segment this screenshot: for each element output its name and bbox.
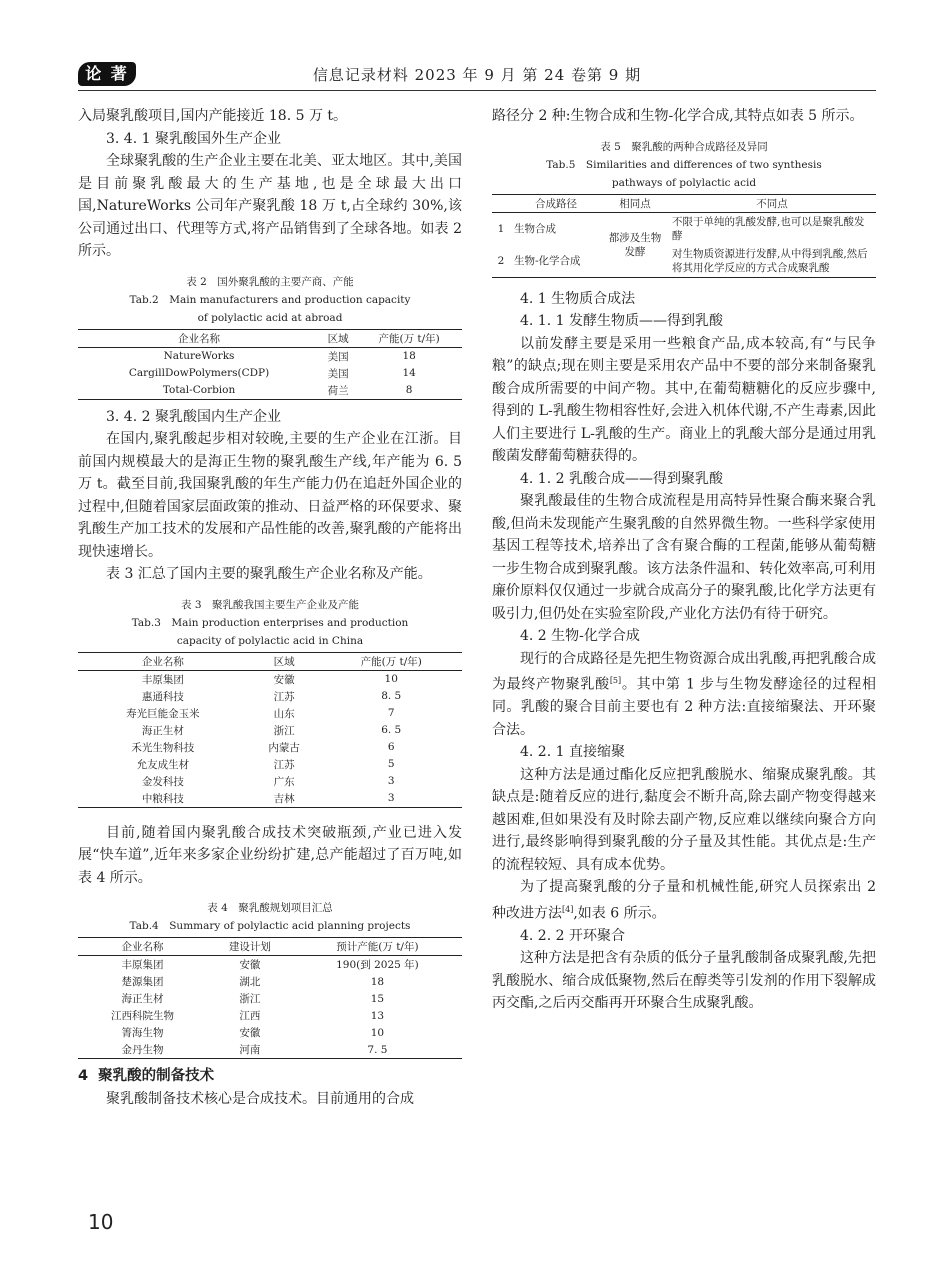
paragraph xyxy=(492,648,876,742)
col-header: 企业名称 xyxy=(121,941,164,953)
page-number: 10 xyxy=(88,1210,114,1234)
table-cell: 生物合成 xyxy=(514,222,556,235)
table-row xyxy=(78,722,462,739)
paragraph: 以前发酵主要是采用一些粮食产品,成本较高,有“与民争粮”的缺点;现在则主要是采用农产品中不要的部分来制备聚乳酸合成所需要的中间产物。其中,在葡萄糖糖化的反应步骤中,得到的 L-乳酸生物相容性好,会进入机体代谢,不产生毒素,因此人们主要进行 L-乳酸的生产。商业上的乳酸大部分是通过用乳酸菌发酵葡萄糖获得的。 xyxy=(492,335,876,464)
table-cell: 18 xyxy=(402,350,416,362)
table-cell: 13 xyxy=(370,1009,385,1022)
heading-3-4-2: 3. 4. 2 聚乳酸国内生产企业 xyxy=(106,408,281,425)
col-header: 区域 xyxy=(327,332,349,345)
table-row xyxy=(492,212,876,245)
table-3-caption-en: Tab.3 Main production enterprises and production xyxy=(131,616,409,629)
table-cell: 2 xyxy=(497,254,505,267)
section-title: 聚乳酸的制备技术 xyxy=(98,1068,215,1084)
table-cell: 江苏 xyxy=(273,758,295,771)
table-5-caption-en: pathways of polylactic acid xyxy=(611,176,757,189)
table-cell: 浙江 xyxy=(239,993,261,1005)
col-header: 企业名称 xyxy=(178,332,221,345)
paragraph: 聚乳酸制备技术核心是合成技术。目前通用的合成 xyxy=(106,1091,414,1107)
paragraph: 在国内,聚乳酸起步相对较晚,主要的生产企业在江浙。目前国内规模最大的是海正生物的聚乳酸生产线,年产能为 6. 5 万 t。截至目前,我国聚乳酸的年生产能力仍在追赶外国企业的过程中,但随着国家层面政策的推动、日益严格的环保要求、聚乳酸生产加工技术的发展和产品性能的改善,聚乳酸的产能将出现快速增长。 xyxy=(78,431,462,560)
page-header xyxy=(78,62,876,90)
table-row xyxy=(78,973,462,990)
col-header: 产能(万 t/年) xyxy=(360,655,422,668)
paragraph: 目前,随着国内聚乳酸合成技术突破瓶颈,产业已进入发展“快车道”,近年来多家企业纷纷扩建,总产能超过了百万吨,如表 4 所示。 xyxy=(78,824,462,886)
section-number: 4 xyxy=(78,1068,89,1084)
table-cell: 山东 xyxy=(273,707,295,720)
table-cell: 不限于单纯的乳酸发酵,也可以是聚乳酸发酵 xyxy=(672,215,865,242)
table-row xyxy=(78,705,462,722)
table-cell: 7 xyxy=(387,707,395,719)
table-row xyxy=(78,1007,462,1024)
col-header: 产能(万 t/年) xyxy=(378,332,440,345)
heading-4-1-1: 4. 1. 1 发酵生物质——得到乳酸 xyxy=(520,313,723,329)
table-cell: 吉林 xyxy=(273,792,295,805)
table-row xyxy=(78,670,462,688)
heading-4-1: 4. 1 生物质合成法 xyxy=(520,290,636,307)
table-row xyxy=(78,1041,462,1059)
table-4 xyxy=(78,937,462,1059)
table-2-caption-en: of polylactic acid at abroad xyxy=(197,311,343,324)
col-header: 建设计划 xyxy=(228,941,271,953)
paragraph: 这种方法是把含有杂质的低分子量乳酸制备成聚乳酸,先把乳酸脱水、缩合成低聚物,然后在醇类等引发剂的作用下裂解成丙交酯,之后丙交酯再开环聚合生成聚乳酸。 xyxy=(492,950,876,1012)
table-cell: 浙江 xyxy=(273,724,295,737)
paragraph: 全球聚乳酸的生产企业主要在北美、亚太地区。其中,美国是目前聚乳酸最大的生产基地,也是全球最大出口国,NatureWorks 公司年产聚乳酸 18 万 t,占全球约 30%,该公司通过出口、代理等方式,将产品销售到了全球各地。如表 2 所示。 xyxy=(78,153,462,259)
table-cell: 都涉及生物发酵 xyxy=(608,231,662,258)
table-2 xyxy=(78,329,462,400)
table-3-caption-en: capacity of polylactic acid in China xyxy=(176,634,364,647)
col-header: 预计产能(万 t/年) xyxy=(336,941,419,953)
table-cell: 10 xyxy=(384,673,398,685)
table-cell: 允友成生材 xyxy=(136,758,190,771)
left-column xyxy=(78,105,462,1111)
citation: [5] xyxy=(609,676,622,685)
text-run: 现行的合成路径是先把生物资源合成出乳酸,再把乳酸合成为最终产物聚乳酸 xyxy=(492,650,876,693)
table-cell: 楚源集团 xyxy=(121,976,164,988)
col-header: 企业名称 xyxy=(141,655,184,668)
heading-4-2: 4. 2 生物-化学合成 xyxy=(520,628,640,644)
header-rule xyxy=(78,90,876,91)
table-4-caption-cn: 表 4 聚乳酸规划项目汇总 xyxy=(207,902,333,914)
col-header: 合成路径 xyxy=(535,197,577,210)
table-row xyxy=(78,773,462,790)
table-cell: 海正生材 xyxy=(121,993,164,1005)
table-cell: 美国 xyxy=(327,350,349,363)
table-cell: 6 xyxy=(387,741,395,753)
table-cell: 安徽 xyxy=(239,1027,261,1039)
table-2-caption-cn: 表 2 国外聚乳酸的主要产商、产能 xyxy=(186,275,354,288)
table-row xyxy=(78,382,462,400)
table-row xyxy=(78,990,462,1007)
table-cell: 江西 xyxy=(239,1010,261,1022)
table-cell: 江苏 xyxy=(273,690,295,703)
table-row xyxy=(78,1024,462,1041)
table-header-row xyxy=(78,938,462,956)
paragraph: 路径分 2 种:生物合成和生物-化学合成,其特点如表 5 所示。 xyxy=(492,108,864,124)
table-cell: Total-Corbion xyxy=(162,384,236,396)
table-cell: 3 xyxy=(387,775,395,787)
table-row xyxy=(492,245,876,278)
section-tag: 论 著 xyxy=(78,62,136,86)
table-cell: 海正生材 xyxy=(141,724,184,737)
table-cell: 丰原集团 xyxy=(141,673,184,686)
table-header-row xyxy=(78,652,462,670)
heading-3-4-1: 3. 4. 1 聚乳酸国外生产企业 xyxy=(106,130,281,147)
table-cell: 金丹生物 xyxy=(121,1044,164,1056)
table-cell: 美国 xyxy=(327,367,349,380)
table-cell: 丰原集团 xyxy=(121,959,164,971)
table-header-row xyxy=(492,194,876,212)
table-cell: 8. 5 xyxy=(381,690,402,702)
table-cell: 3 xyxy=(387,792,395,804)
paragraph: 入局聚乳酸项目,国内产能接近 18. 5 万 t。 xyxy=(78,108,348,124)
table-cell: 金发科技 xyxy=(141,775,184,788)
table-5-caption-cn: 表 5 聚乳酸的两种合成路径及异同 xyxy=(600,140,768,153)
table-cell: NatureWorks xyxy=(163,350,235,362)
table-cell: 14 xyxy=(402,367,416,379)
table-cell: 河南 xyxy=(239,1044,261,1056)
table-cell: 10 xyxy=(370,1026,385,1039)
table-cell: 湖北 xyxy=(239,976,261,988)
text-run: 为了提高聚乳酸的分子量和机械性能,研究人员探索出 2 种改进方法 xyxy=(492,879,876,922)
heading-4-2-2: 4. 2. 2 开环聚合 xyxy=(520,927,625,944)
table-5 xyxy=(492,194,876,278)
table-cell: 安徽 xyxy=(273,673,295,686)
table-cell: CargillDowPolymers(CDP) xyxy=(128,367,270,379)
table-cell: 6. 5 xyxy=(381,724,402,736)
table-cell: 安徽 xyxy=(239,959,261,971)
table-cell: 7. 5 xyxy=(367,1043,388,1056)
table-row xyxy=(78,688,462,705)
table-cell: 江西科院生物 xyxy=(110,1010,174,1022)
paragraph xyxy=(492,876,876,925)
paragraph: 聚乳酸最佳的生物合成流程是用高特异性聚合酶来聚合乳酸,但尚未发现能产生聚乳酸的自然界微生物。一些科学家使用基因工程等技术,培养出了含有聚合酶的工程菌,能够从葡萄糖一步生物合成到聚乳酸。该方法条件温和、转化效率高,可利用廉价原料仅仅通过一步就合成高分子的聚乳酸,比化学方法更有吸引力,但仍处在实验室阶段,产业化方法仍有待于研究。 xyxy=(492,493,876,622)
table-header-row xyxy=(78,329,462,347)
table-cell: 中粮科技 xyxy=(141,792,184,805)
table-row xyxy=(78,739,462,756)
table-2-caption-en: Tab.2 Main manufacturers and production capacity xyxy=(129,293,411,306)
table-3-caption-cn: 表 3 聚乳酸我国主要生产企业及产能 xyxy=(180,598,360,611)
table-4-caption-en: Tab.4 Summary of polylactic acid planning projects xyxy=(129,920,411,932)
paragraph: 这种方法是通过酯化反应把乳酸脱水、缩聚成聚乳酸。其缺点是:随着反应的进行,黏度会不断升高,除去副产物变得越来越困难,但如果没有及时除去副产物,反应难以继续向聚合方向进行,最终影响得到聚乳酸的分子量及其性能。其优点是:生产的流程较短、具有成本优势。 xyxy=(492,766,876,873)
table-cell: 荷兰 xyxy=(327,384,349,397)
table-cell: 寿光巨能金玉米 xyxy=(126,707,200,720)
table-row xyxy=(78,756,462,773)
table-5-caption-en: Tab.5 Similarities and differences of two synthesis xyxy=(546,158,822,171)
table-cell: 8 xyxy=(405,384,413,396)
heading-4-2-1: 4. 2. 1 直接缩聚 xyxy=(520,744,625,761)
table-row xyxy=(78,790,462,808)
table-row xyxy=(78,365,462,382)
table-cell: 生物-化学合成 xyxy=(514,254,581,267)
table-cell: 禾光生物科技 xyxy=(131,741,195,754)
section-heading-4 xyxy=(78,1065,462,1088)
col-header: 区域 xyxy=(273,655,295,668)
col-header xyxy=(492,194,510,212)
paragraph: 表 3 汇总了国内主要的聚乳酸生产企业名称及产能。 xyxy=(106,566,432,582)
table-cell: 对生物质资源进行发酵,从中得到乳酸,然后将其用化学反应的方式合成聚乳酸 xyxy=(672,247,868,274)
table-3 xyxy=(78,652,462,808)
heading-4-1-2: 4. 1. 2 乳酸合成——得到聚乳酸 xyxy=(520,470,723,487)
table-row xyxy=(78,956,462,974)
table-cell: 190(到 2025 年) xyxy=(336,959,419,971)
table-cell: 15 xyxy=(370,992,385,1005)
table-cell: 18 xyxy=(370,975,385,988)
table-cell: 5 xyxy=(387,758,395,770)
table-row xyxy=(78,347,462,365)
journal-title: 信息记录材料 2023 年 9 月 第 24 卷第 9 期 xyxy=(312,66,642,84)
text-run: 。其中第 1 步与生物发酵途径的过程相同。乳酸的聚合目前主要也有 2 种方法:直接缩聚法、开环聚合法。 xyxy=(492,676,877,738)
table-cell: 1 xyxy=(497,222,505,235)
right-column xyxy=(492,105,876,1015)
table-cell: 惠通科技 xyxy=(141,690,184,703)
table-cell: 箐海生物 xyxy=(121,1027,164,1039)
citation: [4] xyxy=(562,904,574,914)
table-cell: 广东 xyxy=(273,775,295,788)
col-header: 相同点 xyxy=(619,197,651,210)
table-cell: 内蒙古 xyxy=(268,741,300,754)
col-header: 不同点 xyxy=(756,197,788,210)
text-run: ,如表 6 所示。 xyxy=(573,905,666,922)
